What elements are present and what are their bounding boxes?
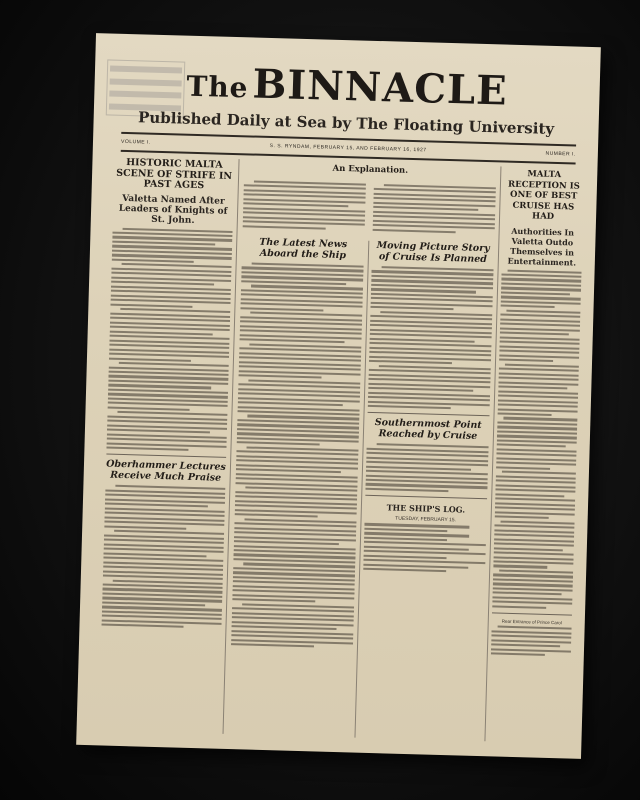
- masthead: [93, 57, 600, 139]
- article-body: [243, 178, 366, 233]
- article-body: [101, 485, 225, 629]
- ships-log-title: THE SHIP'S LOG.: [386, 502, 466, 515]
- explanation-article: [243, 159, 497, 238]
- number-label: NUMBER I.: [545, 150, 576, 158]
- ships-log-body: [363, 523, 486, 573]
- ships-log-date: TUESDAY, FEBRUARY 15.: [395, 515, 457, 524]
- column-2: [226, 235, 364, 759]
- headline-moving-picture: Moving Picture Story of Cruise Is Planned: [376, 240, 490, 265]
- newspaper-subtitle: Published Daily at Sea by The Floating University: [137, 108, 555, 138]
- article-body: [231, 262, 364, 649]
- divider: [492, 612, 572, 615]
- divider: [365, 495, 487, 499]
- article-body: [491, 626, 572, 657]
- column-3: [356, 239, 494, 759]
- newspaper-page: [76, 33, 601, 759]
- volume-label: VOLUME I.: [120, 138, 151, 146]
- headline-latest-news: The Latest News Aboard the Ship: [259, 236, 348, 261]
- article-body: [373, 181, 496, 236]
- subhead-valetta: Valetta Named After Leaders of Knights of St. John.: [118, 193, 228, 226]
- article-body: [365, 443, 488, 493]
- headline-historic-malta: HISTORIC MALTA SCENE OF STRIFE IN PAST AGES: [116, 156, 233, 192]
- article-body: [106, 227, 232, 452]
- column-1: [98, 156, 234, 739]
- photo-caption: Rear Entrance of Prince Carol: [501, 618, 562, 626]
- divider: [368, 412, 490, 416]
- headline-explanation: An Explanation.: [332, 163, 409, 176]
- headline-southernmost: Southernmost Point Reached by Cruise: [374, 417, 482, 442]
- article-body: [368, 266, 494, 410]
- divider: [106, 454, 226, 458]
- newspaper-title: TheBINNACLE: [186, 60, 509, 115]
- column-4: [488, 167, 584, 749]
- subhead-authorities: Authorities In Valetta Outdo Themselves in Entertainment.: [507, 225, 577, 268]
- headline-oberhammer: Oberhammer Lectures Receive Much Praise: [105, 458, 226, 484]
- headline-malta-reception: MALTA RECEPTION IS ONE OF BEST CRUISE HAS HAD: [507, 169, 580, 222]
- issue-date: S. S. RYNDAM, FEBRUARY 15, AND FEBRUARY 16, 1927: [269, 142, 427, 154]
- article-body: [492, 269, 581, 610]
